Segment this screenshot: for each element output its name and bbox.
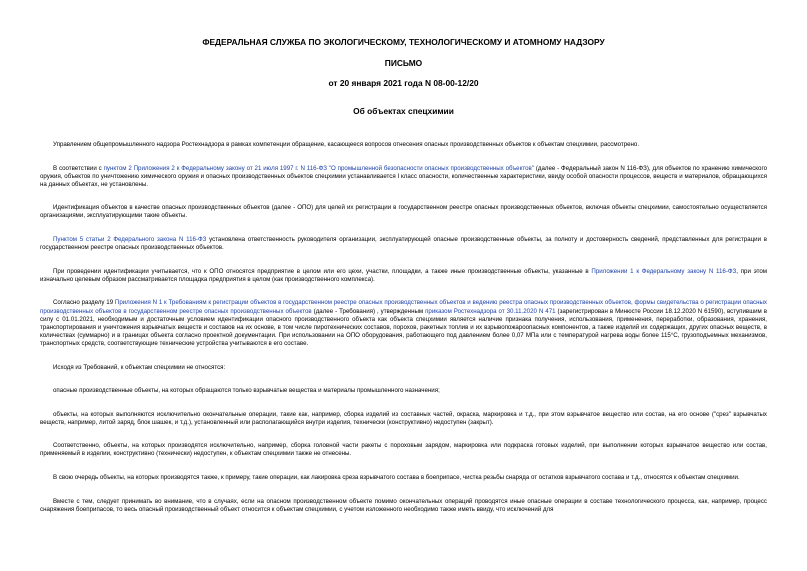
paragraph-however: Вместе с тем, следует принимать во внимание, что в случаях, если на опасном производственном объекте помимо окончательных операций проводятся иные опасные операции в составе технологического процесса, как, например, процесс снаряжения боеприпасов, то весь опасный производственный объект относится к объектам спецхимии, с учетом изложенного необходимо также иметь ввиду, что исключений для: [40, 497, 767, 513]
paragraph-text: (зарегистрирован в Минюсте России 18.12.2020 N 61590), вступившим в силу с 01.01.2021, необходимым и достаточным условием идентификации опасного производственного объекта как объекта спецхимии является наличие признака получения, использования, применения, переработки, образования, хранения, транспортирования и уничтожения взрывчатых веществ и составов на их основе, в том числе пиротехнических составов, порохов, ракетных топлив и их взрывопожароопасных компонентов, а также изделий их содержащих, других опасных веществ, в количествах (суммарно) и в границах объекта согласно проектной документации. При использовании на ОПО оборудования, работающего под давлением более 0,07 МПа или с температурой нагрева воды более 115°С, грузоподъемных механизмов, транспортных средств, соответствующие технические устройства учитываются в его составе.: [40, 307, 768, 347]
paragraph-text: При проведении идентификации учитывается, что к ОПО относятся предприятие в целом или его цехи, участки, площадки, а также иные производственные объекты, указанные в: [53, 267, 592, 275]
registration-requirements-link[interactable]: Приложения N 1 к Требованиям к регистрации объектов в государственном реестре опасных производственных объектов и ведению реестра опасных производственных объектов, формы свидетельства о регистрации опасных производственных объектов в государственном реестре опасных производственных объектов: [40, 299, 768, 315]
paragraph-text: установлена ответственность руководителя организации, эксплуатирующей опасные производственные объекты, за полноту и достоверность сведений, представленных для регистрации в государственном реестре опасных производственных объектов.: [40, 236, 768, 252]
paragraph-responsibility: [40, 236, 767, 252]
agency-title: ФЕДЕРАЛЬНАЯ СЛУЖБА ПО ЭКОЛОГИЧЕСКОМУ, ТЕХНОЛОГИЧЕСКОМУ И АТОМНОМУ НАДЗОРУ: [202, 37, 605, 47]
document-body: [40, 141, 767, 529]
paragraph-hazard-class: [40, 165, 767, 189]
paragraph-text: Согласно разделу 19: [53, 299, 115, 307]
paragraph-identification-scope: [40, 268, 767, 284]
paragraph-exclusion-industrial: опасные производственные объекты, на которых обращаются только взрывчатые вещества и материалы промышленного назначения;: [53, 387, 440, 395]
document-date-number: от 20 января 2021 года N 08-00-12/20: [328, 78, 479, 88]
paragraph-text: (далее - Требования) , утвержденным: [311, 307, 426, 315]
rostekhnadzor-order-link[interactable]: приказом Ростехнадзора от 30.11.2020 N 471: [425, 307, 556, 315]
paragraph-text: , при этом изначально целевым образом рассматривается площадка предприятия в целом (как производственного комплекса).: [40, 267, 767, 283]
paragraph-intro: Управлением общепромышленного надзора Ростехнадзора в рамках компетенции обращение, касающееся вопросов отнесения опасных производственных объектов к объектам спецхимии, рассмотрено.: [53, 141, 640, 148]
paragraph-text: В соответствии с: [53, 164, 104, 172]
law-116-fz-appendix-link[interactable]: пунктом 2 Приложения 2 к Федеральному закону от 21 июля 1997 г. N 116-ФЗ "О промышленной безопасности опасных производственных объектов": [103, 164, 534, 172]
paragraph-inclusions: В свою очередь объекты, на которых производятся также, к примеру, такие операции, как лакировка среза взрывчатого состава в боеприпасе, чистка резьбы снаряда от остатков взрывчатого состава и т.д., относятся к объектам спецхимии.: [53, 474, 740, 482]
law-116-fz-appendix-1-link[interactable]: Приложении 1 к Федеральному закону N 116-ФЗ: [591, 267, 737, 275]
paragraph-requirements: [40, 299, 767, 348]
law-116-fz-article-2-link[interactable]: Пунктом 5 статьи 2 Федерального закона N 116-ФЗ: [53, 236, 207, 244]
paragraph-exclusions-intro: Исходя из Требований, к объектам спецхимии не относятся:: [53, 363, 226, 371]
paragraph-identification: Идентификация объектов в качестве опасных производственных объектов (далее - ОПО) для целей их регистрации в государственном реестре опасных производственных объектов, включая объекты спецхимии, самостоятельно осуществляется организациями, эксплуатирующими такие объекты.: [40, 204, 767, 220]
paragraph-exclusion-final-ops: объекты, на которых выполняются исключительно окончательные операции, такие как, например, сборка изделий из составных частей, окраска, маркировка и т.д., при этом взрывчатое вещество или состав, на его основе ("срез" взрывчатых веществ, например, литой заряд, блок шашек, и т.д.), установленный или располагающийся внутри изделия, технически (конструктивно) недоступен (закрыт).: [40, 410, 767, 426]
document-subject: Об объектах спецхимии: [353, 106, 454, 116]
document-type: ПИСЬМО: [384, 58, 423, 68]
paragraph-text: (далее - Федеральный закон N 116-ФЗ), для объектов по хранению химического оружия, объектов по уничтожению химического оружия и опасных производственных объектов спецхимии устанавливается I класс опасности, количественные характеристики, ввиду особой опасности процессов, веществ и материалов, обращающихся на данных объектах, не установлены.: [40, 164, 767, 188]
paragraph-consequently: Соответственно, объекты, на которых производятся исключительно, например, сборка головной части ракеты с пороховым зарядом, маркировка или подкраска готовых изделий, при выполнении которых взрывчатое вещество или состав, применяемый в изделии, конструктивно (технически) недоступен, к объектам спецхимии также не отнесены.: [40, 442, 767, 458]
